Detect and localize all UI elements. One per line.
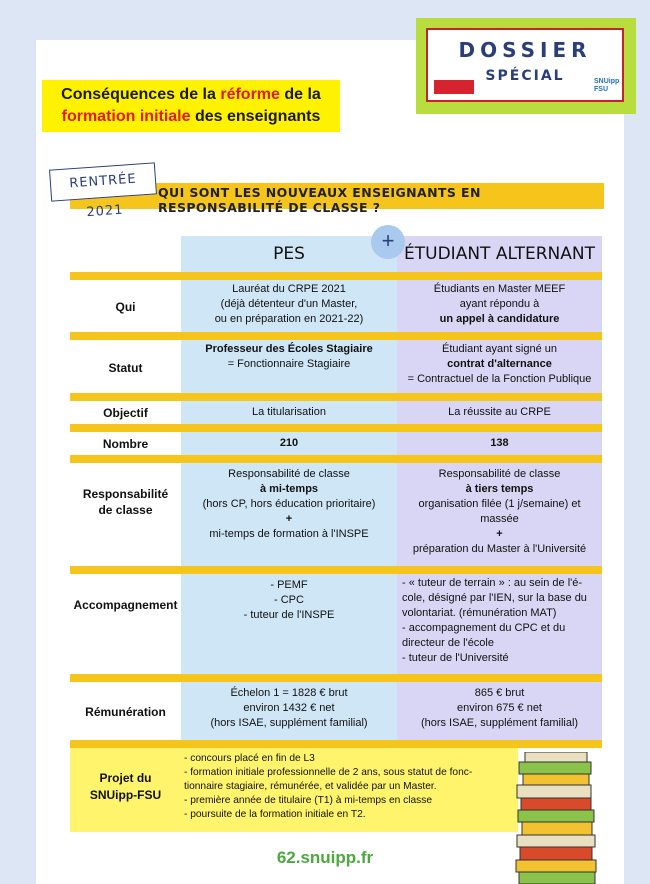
cell-line: Étudiant ayant signé un bbox=[442, 343, 557, 355]
projet-label bbox=[70, 770, 181, 804]
cell-line: (hors CP, hors éducation prioritaire) bbox=[202, 498, 376, 510]
cell-line: - accompagnement du CPC et du bbox=[402, 622, 566, 634]
objectif-etudiant-cell: La réussite au CRPE bbox=[448, 406, 551, 418]
cell-line: Échelon 1 = 1828 € brut bbox=[230, 687, 348, 699]
title-line-2 bbox=[42, 106, 340, 128]
cell-line: ayant répondu à bbox=[459, 298, 540, 310]
cell-line: cole, désigné par l'IEN, sur la base du bbox=[402, 592, 587, 604]
cell-line: Étudiants en Master MEEF bbox=[433, 283, 566, 295]
statut-etudiant-cell bbox=[399, 342, 600, 387]
snuipp-logo: SNUipp FSU bbox=[594, 78, 620, 93]
cell-line: + bbox=[285, 513, 293, 525]
website-link[interactable]: 62.snuipp.fr bbox=[276, 848, 374, 867]
row-label-qui: Qui bbox=[115, 300, 136, 314]
cell-line: 865 € brut bbox=[474, 687, 525, 699]
badge-subtitle: SPÉCIAL bbox=[485, 68, 565, 84]
row-separator bbox=[70, 566, 602, 574]
title-highlight: formation initiale bbox=[61, 108, 191, 125]
cell-line: ou en préparation en 2021-22) bbox=[214, 313, 364, 325]
cell-line: Lauréat du CRPE 2021 bbox=[232, 283, 346, 295]
row-separator bbox=[70, 455, 602, 463]
title-highlight: réforme bbox=[220, 86, 280, 103]
question-heading: QUI SONT LES NOUVEAUX ENSEIGNANTS EN RESPONSABILITÉ DE CLASSE ? bbox=[158, 185, 481, 215]
row-label-statut: Statut bbox=[108, 361, 143, 375]
row-label-remuneration: Rémunération bbox=[85, 705, 166, 719]
row-separator bbox=[70, 332, 602, 340]
title-line-1 bbox=[42, 80, 340, 106]
cell-line: directeur de l'école bbox=[402, 637, 494, 649]
dossier-special-badge bbox=[416, 18, 636, 114]
list-item: - formation initiale professionnelle de 2 ans, sous statut de fonc- bbox=[184, 767, 473, 778]
cell-line: environ 1432 € net bbox=[243, 702, 335, 714]
badge-title: DOSSIER bbox=[458, 38, 592, 62]
row-separator bbox=[70, 393, 602, 401]
cell-line: = Contractuel de la Fonction Publique bbox=[407, 373, 592, 385]
cell-line: = Fonctionnaire Stagiaire bbox=[227, 358, 351, 370]
label-line: SNUipp-FSU bbox=[89, 788, 162, 802]
plus-icon: + bbox=[371, 225, 405, 259]
book-stack-illustration bbox=[515, 752, 605, 884]
cell-line: volontariat. (rémunération MAT) bbox=[402, 607, 557, 619]
cell-line: (hors ISAE, supplément familial) bbox=[420, 717, 579, 729]
cell-line: préparation du Master à l'Université bbox=[412, 543, 587, 555]
cell-line: (hors ISAE, supplément familial) bbox=[210, 717, 368, 729]
page-title bbox=[42, 80, 340, 132]
label-line: Responsabilité bbox=[82, 487, 169, 501]
accompagnement-etudiant-cell bbox=[402, 576, 600, 666]
cell-line: massée bbox=[480, 513, 519, 525]
qui-pes-cell bbox=[183, 282, 395, 327]
list-item: - première année de titulaire (T1) à mi-temps en classe bbox=[184, 795, 432, 806]
republic-logo bbox=[434, 80, 474, 94]
responsabilite-etudiant-cell bbox=[399, 467, 600, 557]
title-text: de la bbox=[279, 86, 321, 103]
projet-list bbox=[184, 752, 516, 822]
nombre-etudiant-cell: 138 bbox=[490, 437, 509, 449]
remuneration-pes-cell bbox=[183, 686, 395, 731]
row-label-responsabilite bbox=[70, 486, 181, 518]
title-text: Conséquences de la bbox=[61, 86, 221, 103]
title-text: des enseignants bbox=[190, 108, 321, 125]
row-label-nombre: Nombre bbox=[102, 437, 149, 451]
etudiant-column-header: ÉTUDIANT ALTERNANT bbox=[404, 244, 595, 264]
row-label-objectif: Objectif bbox=[103, 406, 148, 420]
row-label-accompagnement: Accompagnement bbox=[73, 598, 178, 612]
row-separator bbox=[70, 740, 602, 748]
accompagnement-pes-cell bbox=[183, 578, 395, 623]
row-separator bbox=[70, 424, 602, 432]
cell-line: Professeur des Écoles Stagiaire bbox=[205, 343, 373, 355]
label-line: de classe bbox=[98, 503, 153, 517]
label-line: Projet du bbox=[99, 771, 152, 785]
list-item: tionnaire stagiaire, rémunérée, et validée par un Master. bbox=[184, 781, 437, 792]
cell-line: contrat d'alternance bbox=[447, 358, 552, 370]
qui-etudiant-cell bbox=[399, 282, 600, 327]
row-separator bbox=[70, 272, 602, 280]
cell-line: organisation filée (1 j/semaine) et bbox=[418, 498, 581, 510]
cell-line: - tuteur de l'INSPE bbox=[243, 609, 335, 621]
cell-line: - « tuteur de terrain » : au sein de l'é- bbox=[402, 577, 583, 589]
row-separator bbox=[70, 674, 602, 682]
objectif-pes-cell: La titularisation bbox=[252, 406, 326, 418]
cell-line: Responsabilité de classe bbox=[228, 468, 350, 480]
remuneration-etudiant-cell bbox=[399, 686, 600, 731]
list-item: - poursuite de la formation initiale en T2. bbox=[184, 809, 366, 820]
cell-line: - CPC bbox=[274, 594, 304, 606]
cell-line: + bbox=[496, 528, 503, 540]
responsabilite-pes-cell bbox=[183, 467, 395, 542]
statut-pes-cell bbox=[183, 342, 395, 372]
list-item: - concours placé en fin de L3 bbox=[184, 753, 315, 764]
cell-line: mi-temps de formation à l'INSPE bbox=[209, 528, 369, 540]
cell-line: Responsabilité de classe bbox=[438, 468, 561, 480]
cell-line: environ 675 € net bbox=[456, 702, 542, 714]
cell-line: à tiers temps bbox=[465, 483, 534, 495]
nombre-pes-cell: 210 bbox=[279, 437, 299, 449]
cell-line: un appel à candidature bbox=[439, 313, 560, 325]
cell-line: (déjà détenteur d'un Master, bbox=[220, 298, 358, 310]
pes-column-header: PES bbox=[273, 244, 305, 264]
cell-line: - tuteur de l'Université bbox=[402, 652, 509, 664]
cell-line: - PEMF bbox=[270, 579, 308, 591]
cell-line: à mi-temps bbox=[259, 483, 319, 495]
badge-frame bbox=[426, 28, 624, 102]
rentree-stamp: RENTRÉE 2021 bbox=[49, 162, 157, 201]
